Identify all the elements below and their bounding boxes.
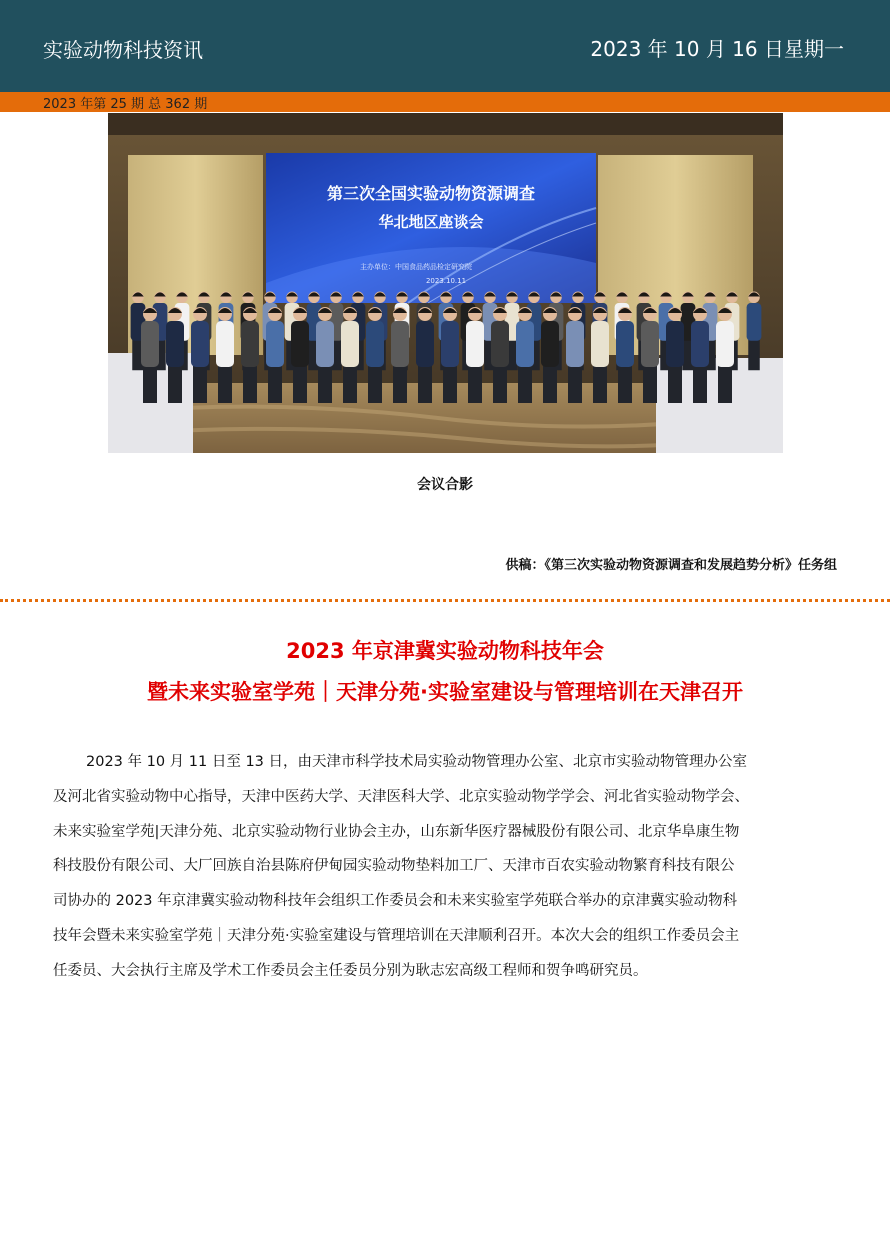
article-title-line2: 暨未来实验室学苑｜天津分苑·实验室建设与管理培训在天津召开 (147, 680, 743, 704)
section-divider (0, 599, 890, 602)
banner-line2: 华北地区座谈会 (378, 213, 484, 231)
article-body-line: 及河北省实验动物中心指导，天津中医药大学、天津医科大学、北京实验动物学学会、河北省实验动物学会、 (53, 788, 749, 805)
article-body-line: 科技股份有限公司、大厂回族自治县陈府伊甸园实验动物垫料加工厂、天津市百农实验动物繁育科技有限公 (53, 858, 735, 875)
article-body-line: 技年会暨未来实验室学苑｜天津分苑·实验室建设与管理培训在天津顺利召开。本次大会的组织工作委员会主 (53, 927, 740, 944)
article-body-line: 未来实验室学苑|天津分苑、北京实验动物行业协会主办，山东新华医疗器械股份有限公司、北京华阜康生物 (53, 823, 740, 840)
contribution-credit: 供稿：《第三次实验动物资源调查和发展趋势分析》任务组 (505, 558, 837, 573)
article-body-line: 司协办的 2023 年京津冀实验动物科技年会组织工作委员会和未来实验室学苑联合举办的京津冀实验动物科 (53, 893, 738, 910)
banner-line1: 第三次全国实验动物资源调查 (326, 184, 536, 203)
publication-name: 实验动物科技资讯 (43, 38, 203, 62)
issue-number: 2023 年第 25 期 总 362 期 (43, 97, 208, 112)
article-body (53, 745, 838, 989)
article-title-line1: 2023 年京津冀实验动物科技年会 (286, 639, 604, 663)
banner-date: 2023.10.11 (425, 277, 467, 285)
banner-host: 主办单位：中国食品药品检定研究院 (360, 263, 472, 271)
page-header (0, 0, 890, 92)
article-body-line: 任委员、大会执行主席及学术工作委员会主任委员分别为耿志宏高级工程师和贺争鸣研究员。 (53, 962, 648, 979)
issue-bar (0, 92, 890, 112)
photo-caption: 会议合影 (417, 477, 473, 493)
group-photo (108, 113, 783, 453)
issue-date: 2023 年 10 月 16 日星期一 (590, 37, 844, 61)
article-body-line: 2023 年 10 月 11 日至 13 日，由天津市科学技术局实验动物管理办公室、北京市实验动物管理办公室 (86, 754, 748, 770)
